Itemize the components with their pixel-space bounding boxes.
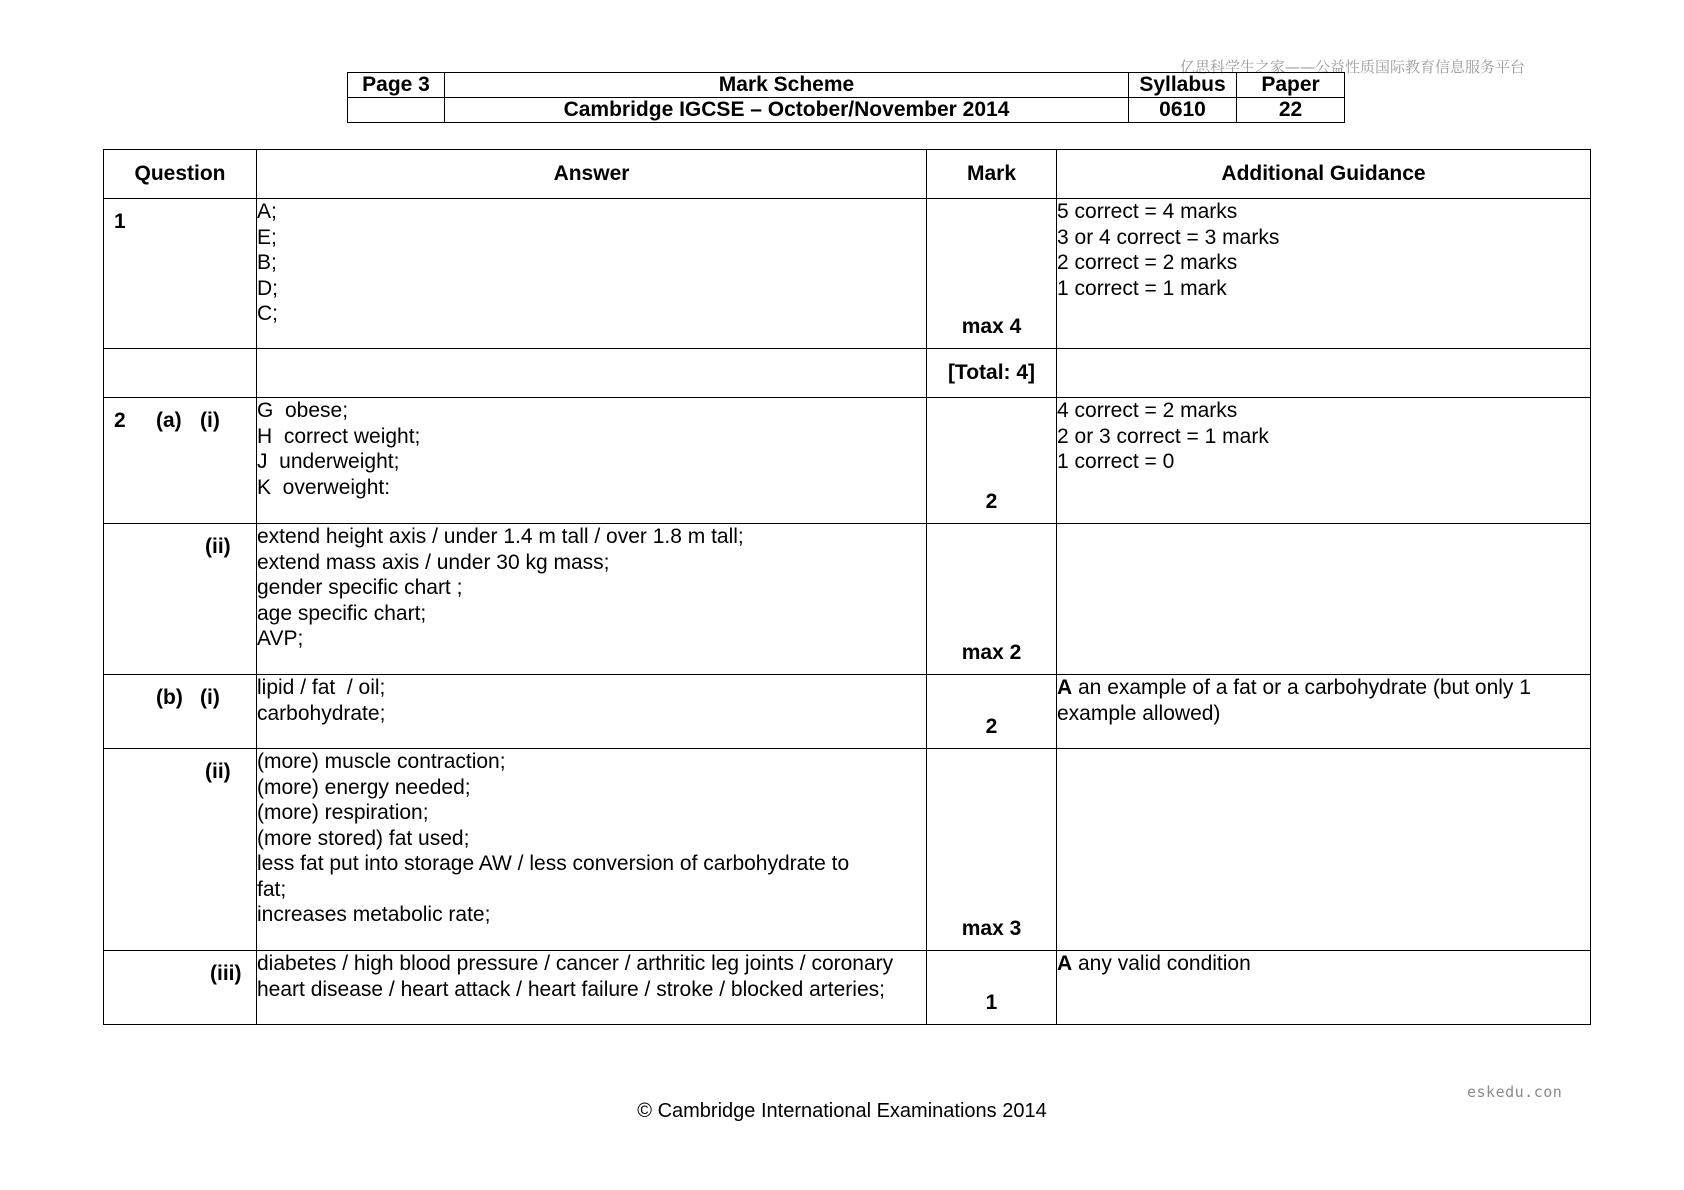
answer-line: AVP; — [257, 627, 304, 650]
table-row — [104, 398, 1591, 524]
answer-cell — [257, 524, 927, 675]
mark-cell: [Total: 4] — [927, 349, 1057, 398]
answer-line: H correct weight; — [257, 424, 421, 448]
question-cell — [104, 951, 257, 1025]
answer-line: A; — [257, 200, 277, 223]
answer-line: G obese; — [257, 399, 349, 422]
guidance-line: 4 correct = 2 marks — [1057, 399, 1238, 422]
paper-number: 22 — [1237, 98, 1345, 123]
answer-line: (more) energy needed; — [257, 775, 471, 799]
page-number: Page 3 — [348, 73, 445, 98]
question-cell — [104, 524, 257, 675]
answer-line: E; — [257, 225, 277, 249]
guidance-cell — [1057, 349, 1591, 398]
question-subpart: (i) — [200, 686, 220, 709]
question-number: 1 — [114, 210, 126, 233]
mark-cell: 2 — [927, 398, 1057, 524]
column-header-answer: Answer — [257, 150, 927, 199]
copyright-footer: © Cambridge International Examinations 2014 — [637, 1100, 1047, 1122]
guidance-cell — [1057, 199, 1591, 349]
answer-line: K overweight: — [257, 475, 391, 499]
answer-line: (more stored) fat used; — [257, 826, 470, 850]
guidance-line: 3 or 4 correct = 3 marks — [1057, 225, 1280, 249]
question-cell — [104, 349, 257, 398]
answer-line: heart disease / heart attack / heart failure / stroke / blocked arteries; — [257, 977, 885, 1001]
page-number-blank — [348, 98, 445, 123]
page-header-table — [347, 72, 1345, 123]
question-cell — [104, 749, 257, 951]
table-row — [104, 951, 1591, 1025]
guidance-line: 2 correct = 2 marks — [1057, 251, 1238, 274]
answer-cell — [257, 349, 927, 398]
guidance-cell — [1057, 749, 1591, 951]
table-row — [104, 199, 1591, 349]
guidance-cell — [1057, 398, 1591, 524]
guidance-line: 1 correct = 0 — [1057, 450, 1175, 473]
mark-cell: 1 — [927, 951, 1057, 1025]
column-header-mark: Mark — [927, 150, 1057, 199]
mark-cell: max 4 — [927, 199, 1057, 349]
guidance-accept-marker: A — [1057, 952, 1073, 975]
watermark-bottom: eskedu.con — [1467, 1083, 1563, 1101]
guidance-line: 2 or 3 correct = 1 mark — [1057, 424, 1269, 448]
answer-line: fat; — [257, 877, 287, 901]
answer-line: (more) muscle contraction; — [257, 750, 506, 773]
answer-line: C; — [257, 302, 278, 325]
paper-label: Paper — [1237, 73, 1345, 98]
document-subtitle: Cambridge IGCSE – October/November 2014 — [445, 98, 1129, 123]
question-number: 2 — [114, 409, 126, 432]
answer-line: carbohydrate; — [257, 701, 386, 725]
answer-line: lipid / fat / oil; — [257, 676, 386, 699]
question-subpart: (iii) — [210, 962, 242, 985]
answer-cell — [257, 675, 927, 749]
guidance-line: 5 correct = 4 marks — [1057, 200, 1238, 223]
syllabus-label: Syllabus — [1129, 73, 1237, 98]
answer-line: D; — [257, 276, 278, 300]
column-header-guidance: Additional Guidance — [1057, 150, 1591, 199]
mark-cell: max 2 — [927, 524, 1057, 675]
question-part: (b) — [156, 686, 183, 709]
answer-line: less fat put into storage AW / less conversion of carbohydrate to — [257, 852, 850, 875]
guidance-text: any valid condition — [1072, 952, 1251, 975]
answer-line: gender specific chart ; — [257, 576, 463, 599]
guidance-cell — [1057, 524, 1591, 675]
table-row — [104, 749, 1591, 951]
answer-line: increases metabolic rate; — [257, 903, 491, 926]
guidance-cell — [1057, 675, 1591, 749]
question-cell — [104, 199, 257, 349]
answer-line: B; — [257, 251, 277, 274]
question-cell — [104, 675, 257, 749]
watermark-top: 亿思科学生之家——公益性质国际教育信息服务平台 — [1180, 58, 1526, 76]
question-subpart: (ii) — [205, 535, 231, 558]
guidance-line — [1057, 675, 1590, 701]
answer-line: age specific chart; — [257, 601, 427, 625]
question-part: (a) — [156, 409, 182, 432]
guidance-accept-marker: A — [1057, 676, 1073, 699]
table-row — [104, 524, 1591, 675]
answer-line: extend height axis / under 1.4 m tall / over 1.8 m tall; — [257, 525, 744, 548]
guidance-cell — [1057, 951, 1591, 1025]
table-header-row — [104, 150, 1591, 199]
guidance-line: example allowed) — [1057, 701, 1221, 725]
syllabus-code: 0610 — [1129, 98, 1237, 123]
answer-line: (more) respiration; — [257, 801, 429, 824]
answer-line: diabetes / high blood pressure / cancer / arthritic leg joints / coronary — [257, 952, 894, 975]
question-cell — [104, 398, 257, 524]
table-row — [104, 349, 1591, 398]
answer-cell — [257, 199, 927, 349]
question-subpart: (i) — [200, 409, 220, 432]
guidance-text: an example of a fat or a carbohydrate (but only 1 — [1072, 676, 1531, 699]
table-row — [104, 675, 1591, 749]
document-title: Mark Scheme — [445, 73, 1129, 98]
answer-line: extend mass axis / under 30 kg mass; — [257, 550, 610, 574]
mark-cell: max 3 — [927, 749, 1057, 951]
answer-cell — [257, 398, 927, 524]
mark-scheme-table — [103, 149, 1591, 1025]
answer-line: J underweight; — [257, 450, 400, 473]
question-subpart: (ii) — [205, 760, 231, 783]
guidance-line — [1057, 951, 1590, 977]
mark-cell: 2 — [927, 675, 1057, 749]
guidance-line: 1 correct = 1 mark — [1057, 276, 1227, 300]
column-header-question: Question — [104, 150, 257, 199]
answer-cell — [257, 749, 927, 951]
answer-cell — [257, 951, 927, 1025]
